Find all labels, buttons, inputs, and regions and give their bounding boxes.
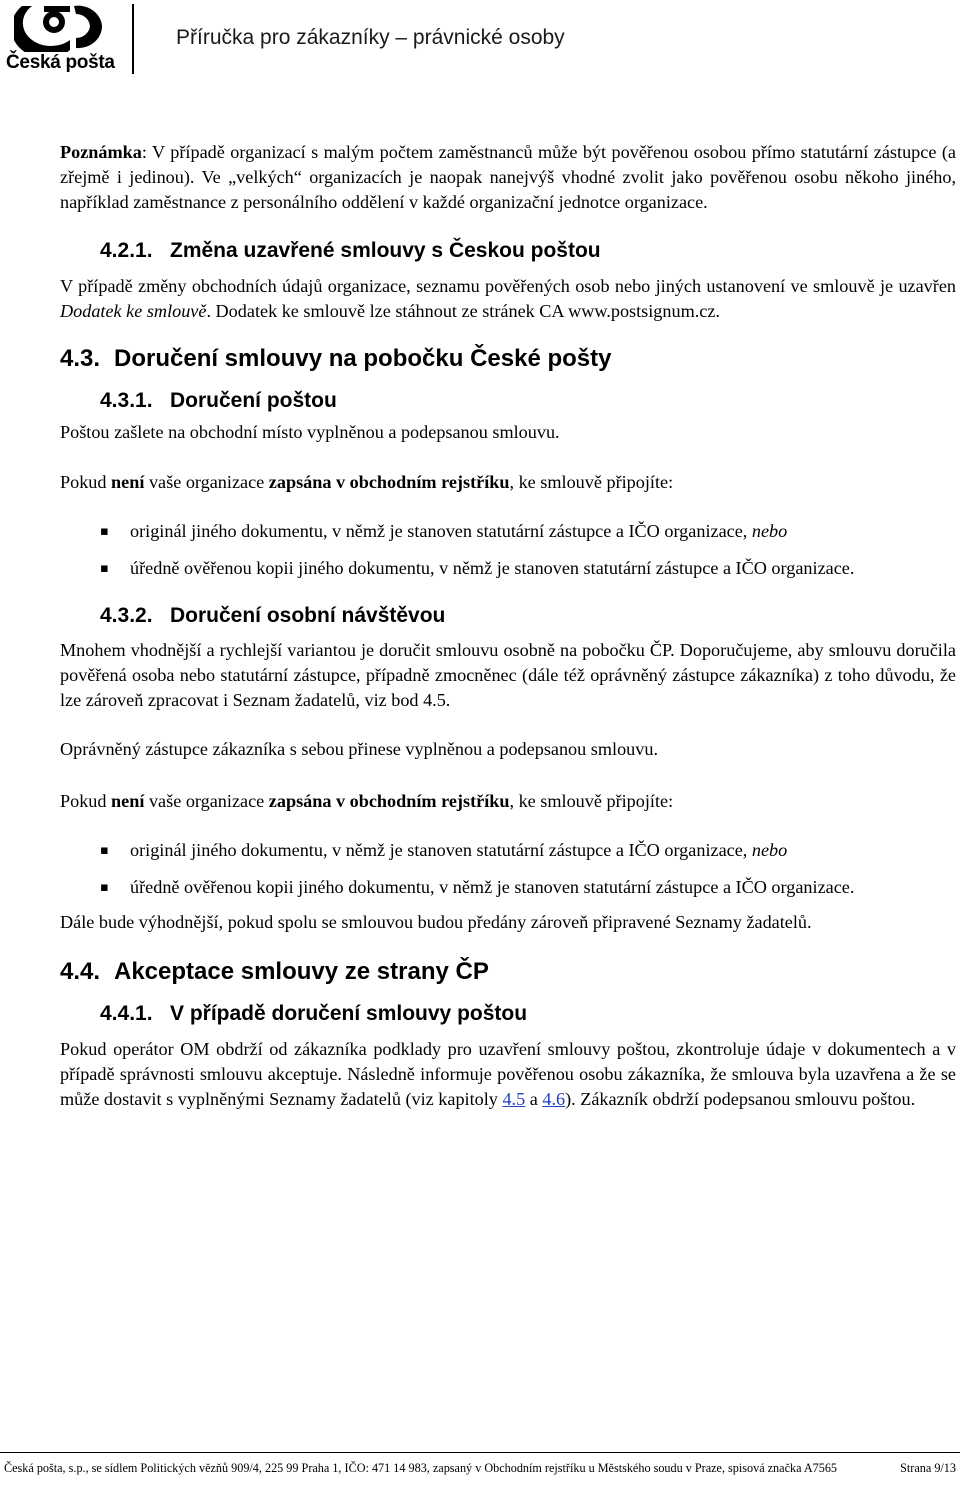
section-4-4-1-paragraph: Pokud operátor OM obdrží od zákazníka podklady pro uzavření smlouvy poštou, zkontroluje údaje v dokumentech a v případě správnosti smlouvu akceptuje. Následně informuje pověřenou osobu zákazníka, že smlouva byla uzavřena a že se může dostavit s vyplněnými Seznamy žadatelů (viz kapitoly 4.5 a 4.6). Zákazník obdrží podepsanou smlouvu poštou. xyxy=(60,1039,956,1109)
square-bullet-icon: ▪ xyxy=(100,561,109,576)
section-4-3-1-heading: 4.3.1. Doručení poštou xyxy=(100,389,337,412)
section-4-4-1-heading: 4.4.1. V případě doručení smlouvy poštou xyxy=(100,1002,528,1025)
attachments-list-1 xyxy=(60,519,956,581)
section-4-3-2-paragraph-1: Mnohem vhodnější a rychlejší variantou je doručit smlouvu osobně na pobočku ČP. Doporučujeme, aby smlouvu doručila pověřená osoba nebo statutární zástupce, případně zmocněnec (dále též oprávněný zástupce zákazníka) z toho důvodu, že lze zároveň zpracovat i Seznam žadatelů, viz bod 4.5. xyxy=(60,640,956,710)
page-header xyxy=(0,0,960,80)
section-4-3-heading: 4.3. Doručení smlouvy na pobočku České pošty xyxy=(60,345,612,372)
post-horn-logo-icon xyxy=(14,2,104,52)
section-4-3-2-heading: 4.3.2. Doručení osobní návštěvou xyxy=(100,604,446,627)
page-content xyxy=(60,140,956,1112)
list-item: ▪ originál jiného dokumentu, v němž je stanoven statutární zástupce a IČO organizace, nebo xyxy=(60,519,956,544)
list-item: ▪ úředně ověřenou kopii jiného dokumentu, v němž je stanoven statutární zástupce a IČO organizace. xyxy=(60,875,956,900)
section-4-3-2-paragraph-2: Oprávněný zástupce zákazníka s sebou přinese vyplněnou a podepsanou smlouvu. xyxy=(60,739,658,759)
note-label: Poznámka xyxy=(60,142,142,162)
square-bullet-icon: ▪ xyxy=(100,880,109,895)
page-number: Strana 9/13 xyxy=(900,1461,956,1475)
section-4-3-1-paragraph-1: Poštou zašlete na obchodní místo vyplněnou a podepsanou smlouvu. xyxy=(60,422,560,442)
link-chapter-4-5[interactable]: 4.5 xyxy=(502,1089,526,1109)
section-4-3-2-paragraph-4: Dále bude výhodnější, pokud spolu se smlouvou budou předány zároveň připravené Seznamy žadatelů. xyxy=(60,912,812,932)
section-4-2-1-heading: 4.2.1. Změna uzavřené smlouvy s Českou poštou xyxy=(100,239,601,262)
list-item: ▪ originál jiného dokumentu, v němž je stanoven statutární zástupce a IČO organizace, nebo xyxy=(60,838,956,863)
ceska-posta-logo xyxy=(6,2,115,76)
list-item: ▪ úředně ověřenou kopii jiného dokumentu, v němž je stanoven statutární zástupce a IČO organizace. xyxy=(60,556,956,581)
section-4-4-heading: 4.4. Akceptace smlouvy ze strany ČP xyxy=(60,958,489,985)
attachments-list-2 xyxy=(60,838,956,900)
document-title: Příručka pro zákazníky – právnické osoby xyxy=(176,26,565,49)
logo-wordmark: Česká pošta xyxy=(6,52,115,73)
link-chapter-4-6[interactable]: 4.6 xyxy=(542,1089,566,1109)
section-4-2-1-paragraph: V případě změny obchodních údajů organizace, seznamu pověřených osob nebo jiných ustanovení ve smlouvě je uzavřen Dodatek ke smlouvě. Dodatek ke smlouvě lze stáhnout ze stránek CA www.postsignum.cz. xyxy=(60,276,956,321)
footer-divider xyxy=(0,1452,960,1453)
header-divider xyxy=(132,4,134,74)
note-paragraph: Poznámka: V případě organizací s malým počtem zaměstnanců může být pověřenou osobou přímo statutární zástupce (a zřejmě i jedinou). Ve „velkých“ organizacích je naopak nanejvýš vhodné zvolit jako pověřenou osobu někoho jiného, například zaměstnance z personálního oddělení v každé organizační jednotce organizace. xyxy=(60,142,956,212)
square-bullet-icon: ▪ xyxy=(100,524,109,539)
section-4-3-1-paragraph-2: Pokud není vaše organizace zapsána v obchodním rejstříku, ke smlouvě připojíte: xyxy=(60,472,674,492)
footer-company-info: Česká pošta, s.p., se sídlem Politických vězňů 909/4, 225 99 Praha 1, IČO: 471 14 983, zapsaný v Obchodním rejstříku u Městského soudu v Praze, spisová značka A7565 xyxy=(4,1461,838,1475)
page-footer xyxy=(4,1461,956,1476)
square-bullet-icon: ▪ xyxy=(100,843,109,858)
section-4-3-2-paragraph-3: Pokud není vaše organizace zapsána v obchodním rejstříku, ke smlouvě připojíte: xyxy=(60,791,674,811)
